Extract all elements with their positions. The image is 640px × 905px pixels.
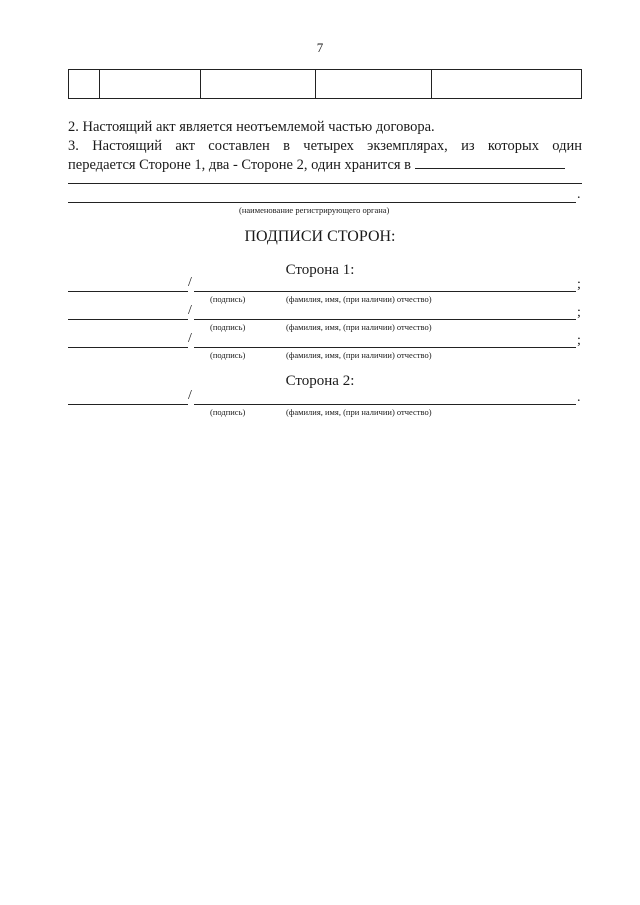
side-1-signature-line [68,347,188,348]
registering-body-end-period: . [577,187,581,202]
side-2-name-line [194,404,576,405]
side-1-slash: / [188,303,192,318]
side-1-end-mark: ; [577,333,581,348]
paragraph-2: 2. Настоящий акт является неотъемлемой частью договора. [68,119,435,135]
side-1-end-mark: ; [577,305,581,320]
side-1-end-mark: ; [577,277,581,292]
side-1-slash: / [188,331,192,346]
registering-body-line-2 [68,202,576,203]
side-2-title: Сторона 2: [285,373,355,389]
paragraph-3-line-2-text: передается Стороне 1, два - Стороне 2, один хранится в [68,157,412,173]
registering-body-line-1 [68,183,582,184]
paragraph-3-line-1: 3. Настоящий акт составлен в четырех экземплярах, из которых один [68,138,582,154]
full-name-caption: (фамилия, имя, (при наличии) отчество) [286,407,432,417]
signature-caption: (подпись) [210,350,246,360]
signature-caption: (подпись) [210,322,246,332]
full-name-caption: (фамилия, имя, (при наличии) отчество) [286,294,432,304]
signatures-heading: ПОДПИСИ СТОРОН: [244,228,396,245]
table-strip [68,69,582,99]
side-1-name-line [194,347,576,348]
table-cell-divider [99,70,100,98]
full-name-caption: (фамилия, имя, (при наличии) отчество) [286,350,432,360]
paragraph-3-line-2 [68,155,582,174]
side-2-end-mark: . [577,390,581,405]
signature-caption: (подпись) [210,407,246,417]
side-1-signature-line [68,291,188,292]
side-1-slash: / [188,275,192,290]
side-2-signature-line [68,404,188,405]
side-1-name-line [194,319,576,320]
full-name-caption: (фамилия, имя, (при наличии) отчество) [286,322,432,332]
side-1-name-line [194,291,576,292]
page-number: 7 [316,40,324,55]
table-cell-divider [315,70,316,98]
registering-body-fill-line [415,155,565,169]
signature-caption: (подпись) [210,294,246,304]
table-cell-divider [431,70,432,98]
side-1-title: Сторона 1: [285,262,355,278]
table-cell-divider [200,70,201,98]
side-2-slash: / [188,388,192,403]
side-1-signature-line [68,319,188,320]
registering-body-caption: (наименование регистрирующего органа) [239,205,390,215]
